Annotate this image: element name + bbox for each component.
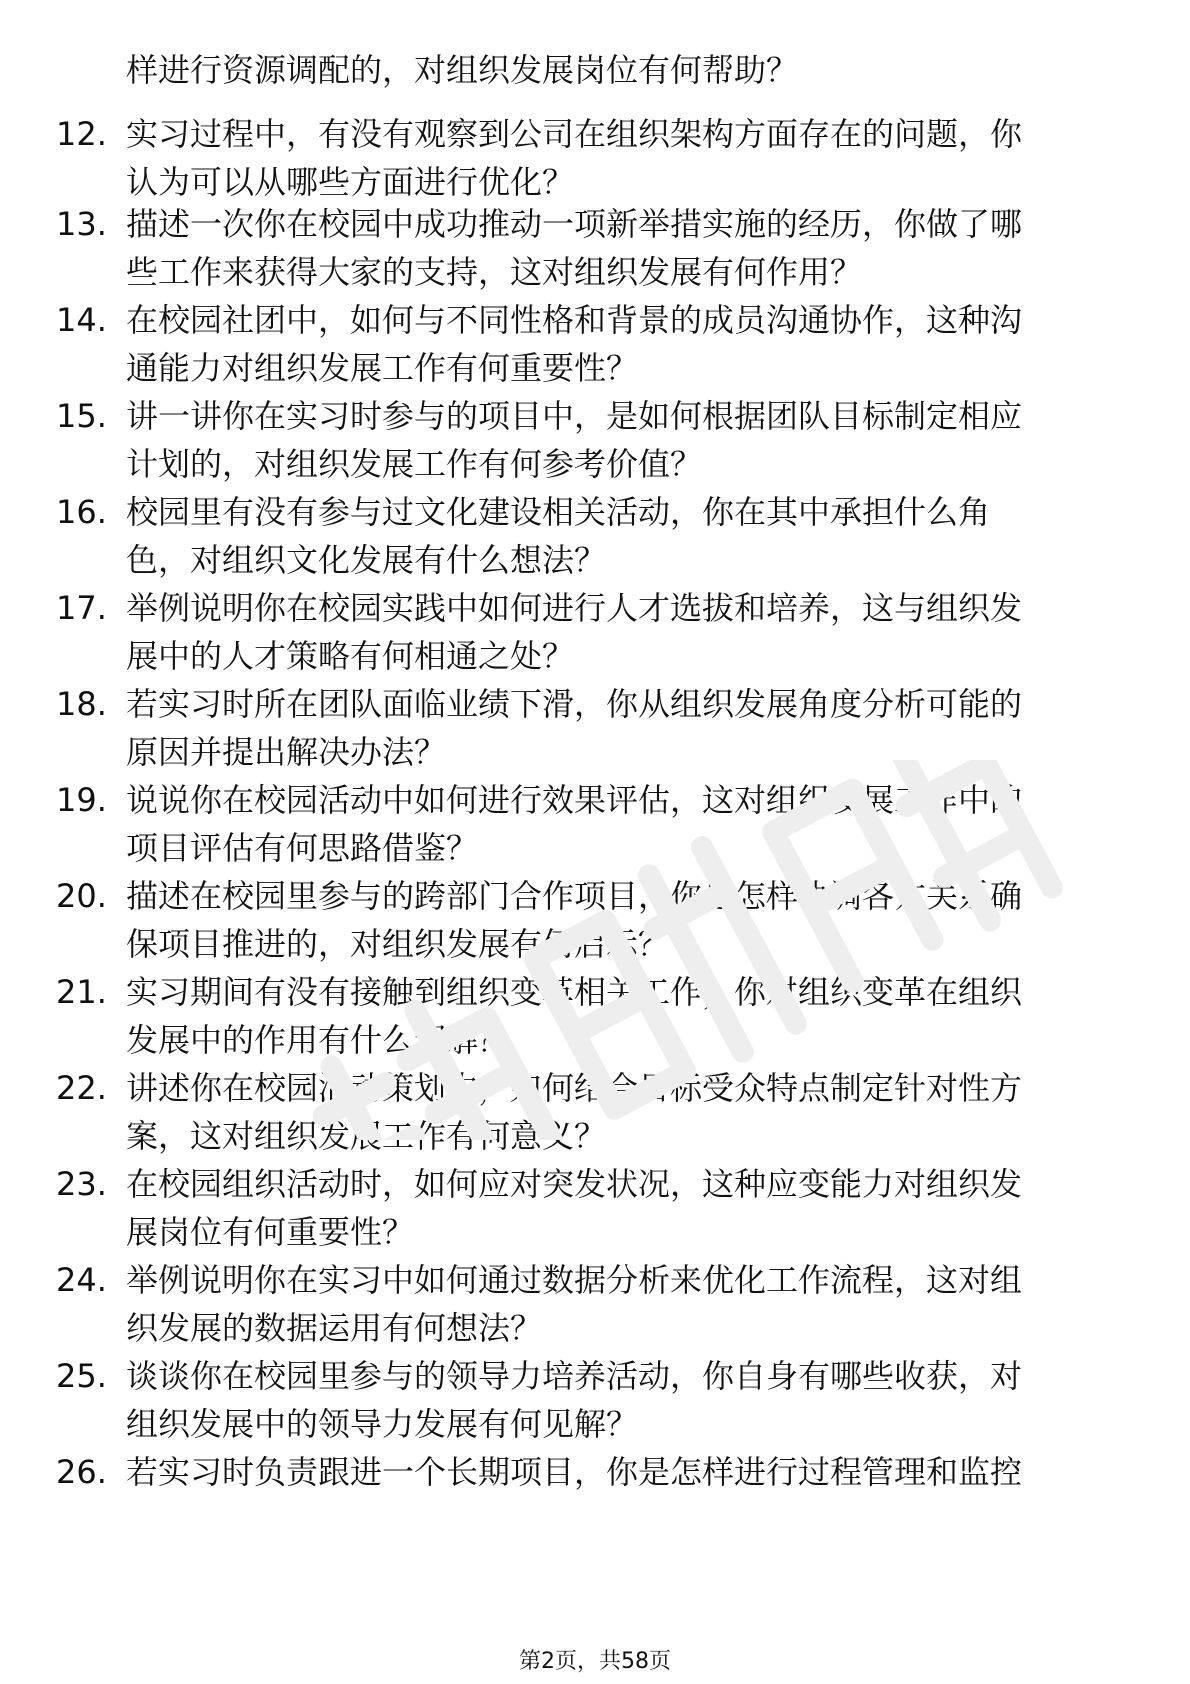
question-text-line: 在校园社团中，如何与不同性格和背景的成员沟通协作，这种沟 xyxy=(126,301,1023,339)
question-text-line: 展岗位有何重要性？ xyxy=(126,1213,415,1251)
question-number: 20. xyxy=(56,877,107,915)
question-item-22 xyxy=(0,1064,1190,1160)
question-item-12 xyxy=(0,110,1190,206)
question-number: 16. xyxy=(56,493,107,531)
question-text-line: 组织发展中的领导力发展有何见解？ xyxy=(126,1405,639,1443)
question-text-line: 展中的人才策略有何相通之处？ xyxy=(126,637,575,675)
question-item-16 xyxy=(0,488,1190,584)
question-text-line: 描述在校园里参与的跨部门合作项目，你是怎样协调各方关系确 xyxy=(126,877,1023,915)
question-text-line: 通能力对组织发展工作有何重要性？ xyxy=(126,349,639,387)
question-number: 23. xyxy=(56,1165,107,1203)
question-number: 14. xyxy=(56,301,107,339)
question-number: 25. xyxy=(56,1357,107,1395)
question-text-line: 织发展的数据运用有何想法？ xyxy=(126,1309,543,1347)
question-item-23 xyxy=(0,1160,1190,1256)
question-item-19 xyxy=(0,776,1190,872)
question-item-15 xyxy=(0,392,1190,488)
question-item-13 xyxy=(0,200,1190,296)
question-text-line: 若实习时负责跟进一个长期项目，你是怎样进行过程管理和监控 xyxy=(126,1453,1023,1491)
question-item-18 xyxy=(0,680,1190,776)
question-number: 26. xyxy=(56,1453,107,1491)
question-text-line: 讲一讲你在实习时参与的项目中，是如何根据团队目标制定相应 xyxy=(126,397,1023,435)
question-text-line: 校园里有没有参与过文化建设相关活动，你在其中承担什么角 xyxy=(126,493,991,531)
question-number: 12. xyxy=(56,115,107,153)
question-text-line: 举例说明你在实习中如何通过数据分析来优化工作流程，这对组 xyxy=(126,1261,1023,1299)
question-text-line: 谈谈你在校园里参与的领导力培养活动，你自身有哪些收获，对 xyxy=(126,1357,1023,1395)
question-number: 19. xyxy=(56,781,107,819)
question-item-24 xyxy=(0,1256,1190,1352)
question-text-line: 实习过程中，有没有观察到公司在组织架构方面存在的问题，你 xyxy=(126,115,1023,153)
question-text-line: 项目评估有何思路借鉴？ xyxy=(126,829,479,867)
question-number: 18. xyxy=(56,685,107,723)
question-text-line: 计划的，对组织发展工作有何参考价值？ xyxy=(126,445,703,483)
question-text-line: 认为可以从哪些方面进行优化？ xyxy=(126,163,575,201)
question-number: 15. xyxy=(56,397,107,435)
question-text-line: 原因并提出解决办法？ xyxy=(126,733,447,771)
question-text-line: 在校园组织活动时，如何应对突发状况，这种应变能力对组织发 xyxy=(126,1165,1023,1203)
question-text-line: 实习期间有没有接触到组织变革相关工作，你对组织变革在组织 xyxy=(126,973,1023,1011)
page-footer: 第2页，共58页 xyxy=(519,1649,671,1674)
question-number: 13. xyxy=(56,205,107,243)
question-text-line: 若实习时所在团队面临业绩下滑，你从组织发展角度分析可能的 xyxy=(126,685,1023,723)
question-text-line: 讲述你在校园活动策划中，如何结合目标受众特点制定针对性方 xyxy=(126,1069,1023,1107)
question-text-line: 些工作来获得大家的支持，这对组织发展有何作用？ xyxy=(126,253,863,291)
question-text-line: 发展中的作用有什么理解？ xyxy=(126,1021,511,1059)
question-text-line: 保项目推进的，对组织发展有何启示？ xyxy=(126,925,671,963)
question-number: 17. xyxy=(56,589,107,627)
question-number: 24. xyxy=(56,1261,107,1299)
question-item-20 xyxy=(0,872,1190,968)
question-text-line: 举例说明你在校园实践中如何进行人才选拔和培养，这与组织发 xyxy=(126,589,1023,627)
continuation-text: 样进行资源调配的，对组织发展岗位有何帮助？ xyxy=(126,51,799,89)
question-number: 21. xyxy=(56,973,107,1011)
question-item-21 xyxy=(0,968,1190,1064)
question-item-17 xyxy=(0,584,1190,680)
question-item-14 xyxy=(0,296,1190,392)
question-number: 22. xyxy=(56,1069,107,1107)
question-text-line: 说说你在校园活动中如何进行效果评估，这对组织发展工作中的 xyxy=(126,781,1023,819)
question-text-line: 描述一次你在校园中成功推动一项新举措实施的经历，你做了哪 xyxy=(126,205,1023,243)
question-item-25 xyxy=(0,1352,1190,1448)
question-text-line: 案，这对组织发展工作有何意义？ xyxy=(126,1117,607,1155)
question-item-26 xyxy=(0,1448,1190,1544)
question-text-line: 色，对组织文化发展有什么想法？ xyxy=(126,541,607,579)
